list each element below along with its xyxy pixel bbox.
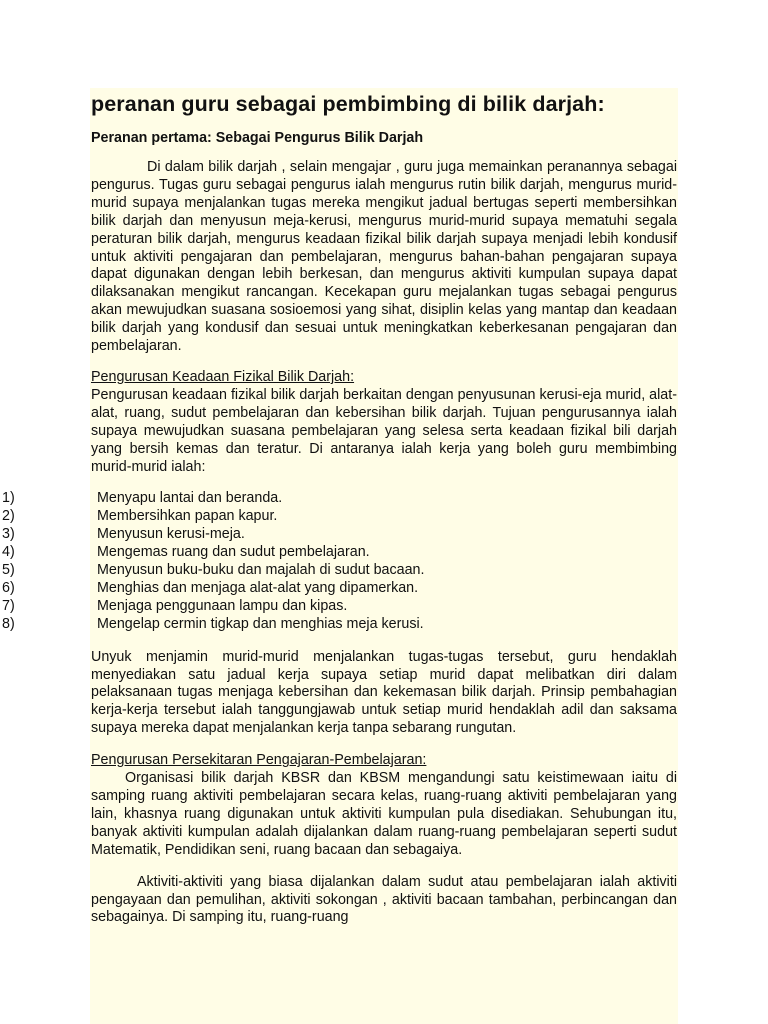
section-heading-physical: Pengurusan Keadaan Fizikal Bilik Darjah: bbox=[91, 368, 355, 385]
paragraph-activities: Aktiviti-aktiviti yang biasa dijalankan dalam sudut atau pembelajaran ialah aktiviti pengayaan dan pemulihan, aktiviti sokongan , aktiviti bacaan tambahan, perbincangan dan sebagainya. Di samping itu, ruang-ruang bbox=[91, 873, 677, 926]
subtitle: Peranan pertama: Sebagai Pengurus Bilik Darjah bbox=[91, 130, 424, 146]
list-item bbox=[0, 580, 677, 598]
list-text: Menghias dan menjaga alat-alat yang dipamerkan. bbox=[97, 579, 419, 596]
list-item bbox=[0, 562, 677, 580]
paragraph-physical: Pengurusan keadaan fizikal bilik darjah berkaitan dengan penyusunan kerusi-eja murid, alat-alat, ruang, sudut pembelajaran dan kebersihan bilik darjah. Tujuan pengurusannya ialah supaya mewujudkan suasana pembelajaran yang selesa serta keadaan fizikal bili darjah yang bersih kemas dan teratur. Di antaranya ialah kerja yang boleh guru membimbing murid-murid ialah: bbox=[91, 386, 677, 475]
list-item bbox=[0, 526, 677, 544]
list-number: 5) bbox=[2, 562, 15, 579]
list-number: 6) bbox=[2, 579, 15, 596]
list-number: 7) bbox=[2, 597, 15, 614]
list-text: Menjaga penggunaan lampu dan kipas. bbox=[97, 597, 348, 614]
section-heading-environment: Pengurusan Persekitaran Pengajaran-Pembelajaran: bbox=[91, 752, 427, 769]
list-item bbox=[0, 616, 677, 634]
list-item bbox=[0, 598, 677, 616]
list-item bbox=[0, 508, 677, 526]
document-content bbox=[2, 90, 677, 927]
list-number: 8) bbox=[2, 615, 15, 632]
list-text: Menyapu lantai dan beranda. bbox=[97, 490, 283, 507]
list-text: Membersihkan papan kapur. bbox=[97, 508, 278, 525]
paragraph-intro: Di dalam bilik darjah , selain mengajar , guru juga memainkan peranannya sebagai pengurus. Tugas guru sebagai pengurus ialah mengurus rutin bilik darjah, mengurus murid-murid supaya menjalankan tugas mereka mengikut jadual bertugas seperti membersihkan bilik darjah dan menyusun meja-kerusi, mengurus murid-murid supaya mematuhi segala peraturan bilik darjah, mengurus keadaan fizikal bilik darjah supaya menjadi lebih kondusif untuk aktiviti pengajaran dan pembelajaran, mengurus bahan-bahan pengajaran supaya dapat digunakan dengan lebih berkesan, dan mengurus aktiviti kumpulan supaya dapat dilaksanakan mengikut rancangan. Kecekapan guru mejalankan tugas sebagai pengurus akan mewujudkan suasana sosioemosi yang sihat, disiplin kelas yang mantap dan keadaan bilik darjah yang kondusif dan sesuai untuk meningkatkan keberkesanan pengajaran dan pembelajaran. bbox=[91, 159, 677, 355]
list-number: 1) bbox=[2, 490, 15, 507]
page-title: peranan guru sebagai pembimbing di bilik darjah: bbox=[91, 92, 605, 116]
list-item bbox=[0, 490, 677, 508]
list-text: Menyusun buku-buku dan majalah di sudut bacaan. bbox=[97, 562, 425, 579]
task-list bbox=[0, 490, 677, 633]
list-text: Mengemas ruang dan sudut pembelajaran. bbox=[97, 544, 370, 561]
list-number: 2) bbox=[2, 508, 15, 525]
paragraph-organisation: Organisasi bilik darjah KBSR dan KBSM mengandungi satu keistimewaan iaitu di samping ruang aktiviti pembelajaran secara kelas, ruang-ruang aktiviti pembelajaran yang lain, khasnya ruang digunakan untuk aktiviti kumpulan pula disediakan. Sehubungan itu, banyak aktiviti kumpulan adalah dijalankan dalam ruang-ruang pembelajaran seperti sudut Matematik, Pendidikan seni, ruang bacaan dan sebagaiya. bbox=[91, 770, 677, 858]
paragraph-schedule: Unyuk menjamin murid-murid menjalankan tugas-tugas tersebut, guru hendaklah menyediakan satu jadual kerja supaya setiap murid dapat melibatkan diri dalam pelaksanaan tugas menjaga kebersihan dan kekemasan bilik darjah. Prinsip pembahagian kerja-kerja tersebut ialah tanggungjawab untuk setiap murid hendaklah adil dan saksama supaya mereka dapat menjalankan kerja tanpa sebarang rungutan. bbox=[91, 648, 677, 737]
list-text: Mengelap cermin tigkap dan menghias meja kerusi. bbox=[97, 615, 424, 632]
list-text: Menyusun kerusi-meja. bbox=[97, 526, 245, 543]
list-item bbox=[0, 544, 677, 562]
list-number: 3) bbox=[2, 526, 15, 543]
list-number: 4) bbox=[2, 544, 15, 561]
